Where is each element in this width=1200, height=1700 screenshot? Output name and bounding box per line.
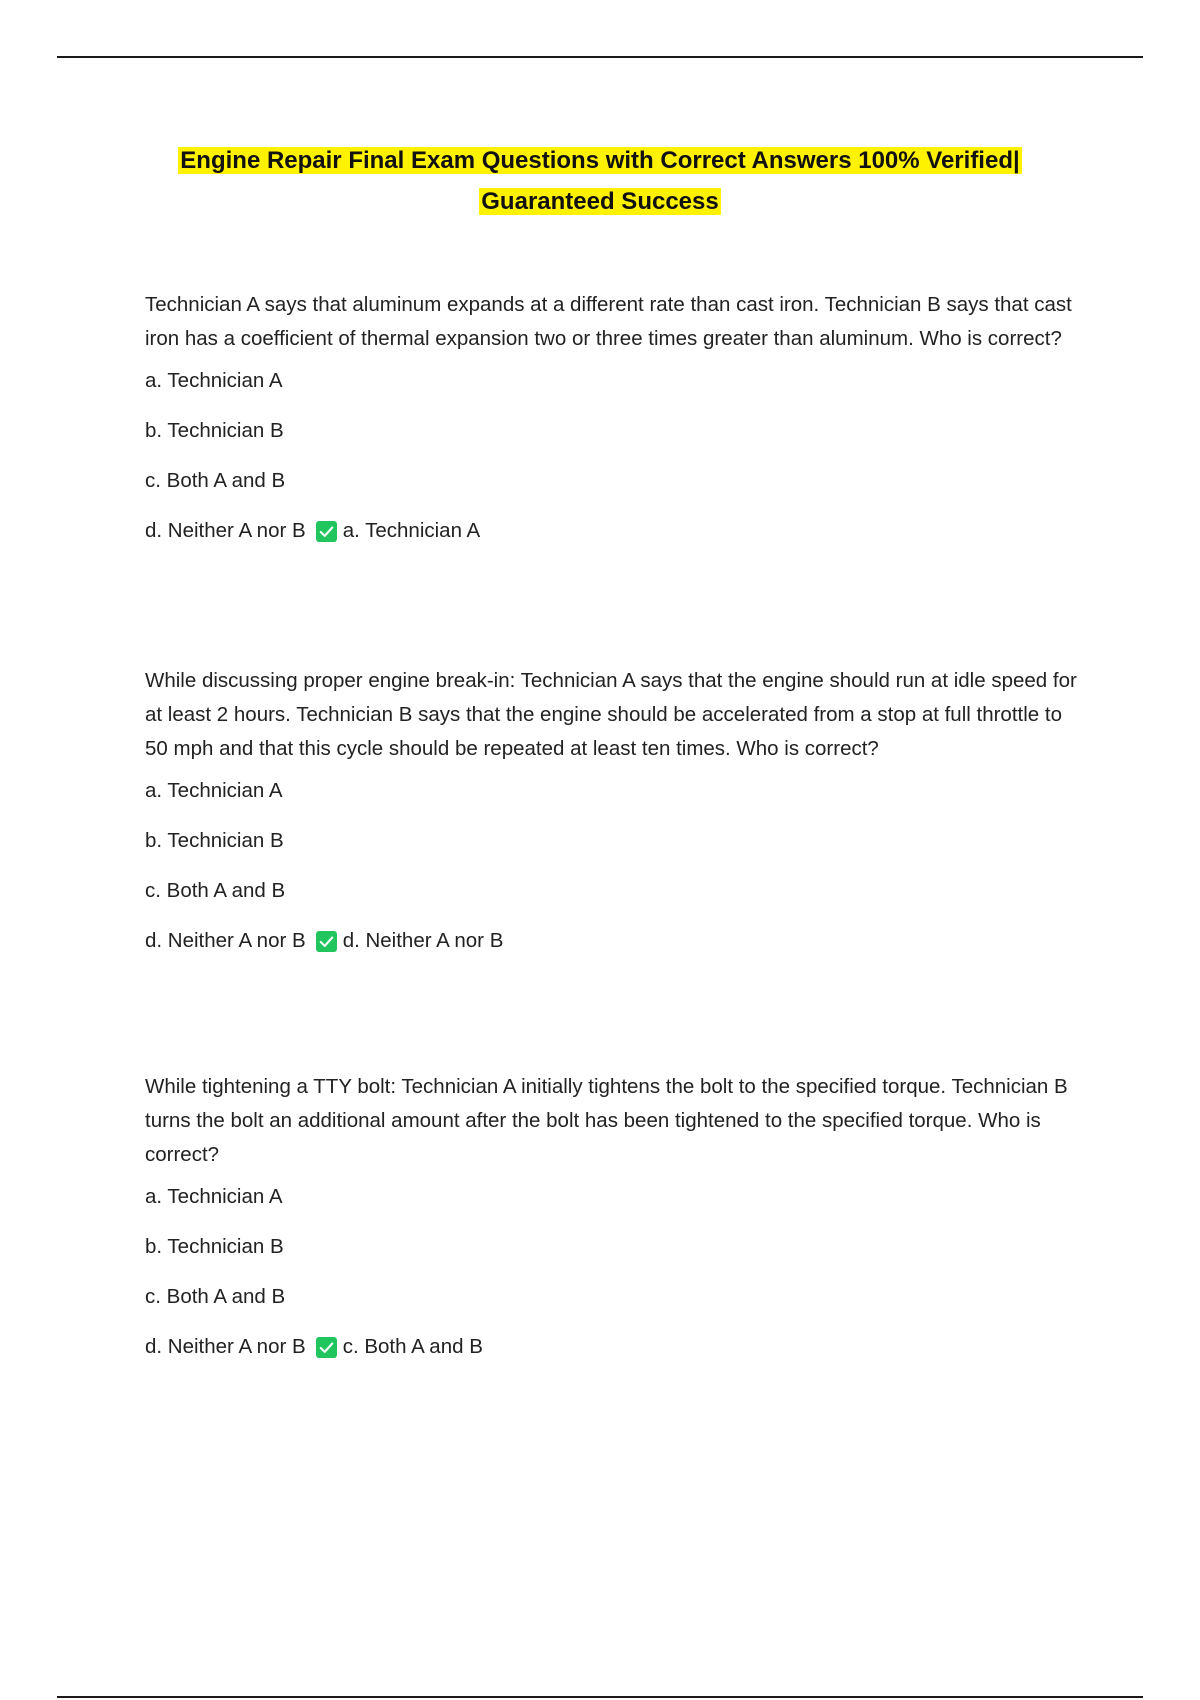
correct-answer: c. Both A and B	[342, 1335, 483, 1358]
option-c	[145, 466, 1090, 496]
option-d-with-answer	[145, 926, 1090, 956]
option-b-label: b. Technician B	[145, 1235, 284, 1258]
option-b	[145, 826, 1090, 856]
option-d-label: d. Neither A nor B	[145, 1335, 306, 1358]
question-stem: While tightening a TTY bolt: Technician A initially tightens the bolt to the specified torque. Technician B turns the bolt an additional amount after the bolt has been tightened to the specified torque. Who is correct?	[145, 1075, 1068, 1166]
option-a-label: a. Technician A	[145, 369, 283, 392]
header-rule	[57, 56, 1143, 58]
question-3	[145, 1070, 1090, 1382]
option-a	[145, 776, 1090, 806]
option-c	[145, 876, 1090, 906]
check-mark-icon	[316, 521, 337, 542]
correct-answer: a. Technician A	[342, 519, 481, 542]
check-mark-icon	[316, 1337, 337, 1358]
option-d-with-answer	[145, 516, 1090, 546]
question-2	[145, 664, 1090, 976]
option-a	[145, 1182, 1090, 1212]
document-title	[120, 140, 1080, 222]
question-1	[145, 288, 1090, 566]
option-c-label: c. Both A and B	[145, 469, 286, 492]
option-a-label: a. Technician A	[145, 1185, 283, 1208]
title-line-1: Engine Repair Final Exam Questions with Correct Answers 100% Verified|	[180, 147, 1020, 174]
title-line-2: Guaranteed Success	[481, 188, 719, 215]
option-d-label: d. Neither A nor B	[145, 929, 306, 952]
option-c-label: c. Both A and B	[145, 879, 286, 902]
option-b	[145, 416, 1090, 446]
footer-rule	[57, 1696, 1143, 1698]
option-d-with-answer	[145, 1332, 1090, 1362]
option-d-label: d. Neither A nor B	[145, 519, 306, 542]
question-stem: While discussing proper engine break-in: Technician A says that the engine should run at idle speed for at least 2 hours. Technician B says that the engine should be accelerated from a stop at full throttle to 50 mph and that this cycle should be repeated at least ten times. Who is correct?	[145, 669, 1077, 760]
option-b	[145, 1232, 1090, 1262]
check-mark-icon	[316, 931, 337, 952]
option-a-label: a. Technician A	[145, 779, 283, 802]
option-b-label: b. Technician B	[145, 419, 284, 442]
correct-answer: d. Neither A nor B	[342, 929, 504, 952]
option-c-label: c. Both A and B	[145, 1285, 286, 1308]
option-a	[145, 366, 1090, 396]
option-b-label: b. Technician B	[145, 829, 284, 852]
option-c	[145, 1282, 1090, 1312]
question-stem: Technician A says that aluminum expands at a different rate than cast iron. Technician B says that cast iron has a coefficient of thermal expansion two or three times greater than aluminum. Who is correct?	[145, 293, 1072, 350]
